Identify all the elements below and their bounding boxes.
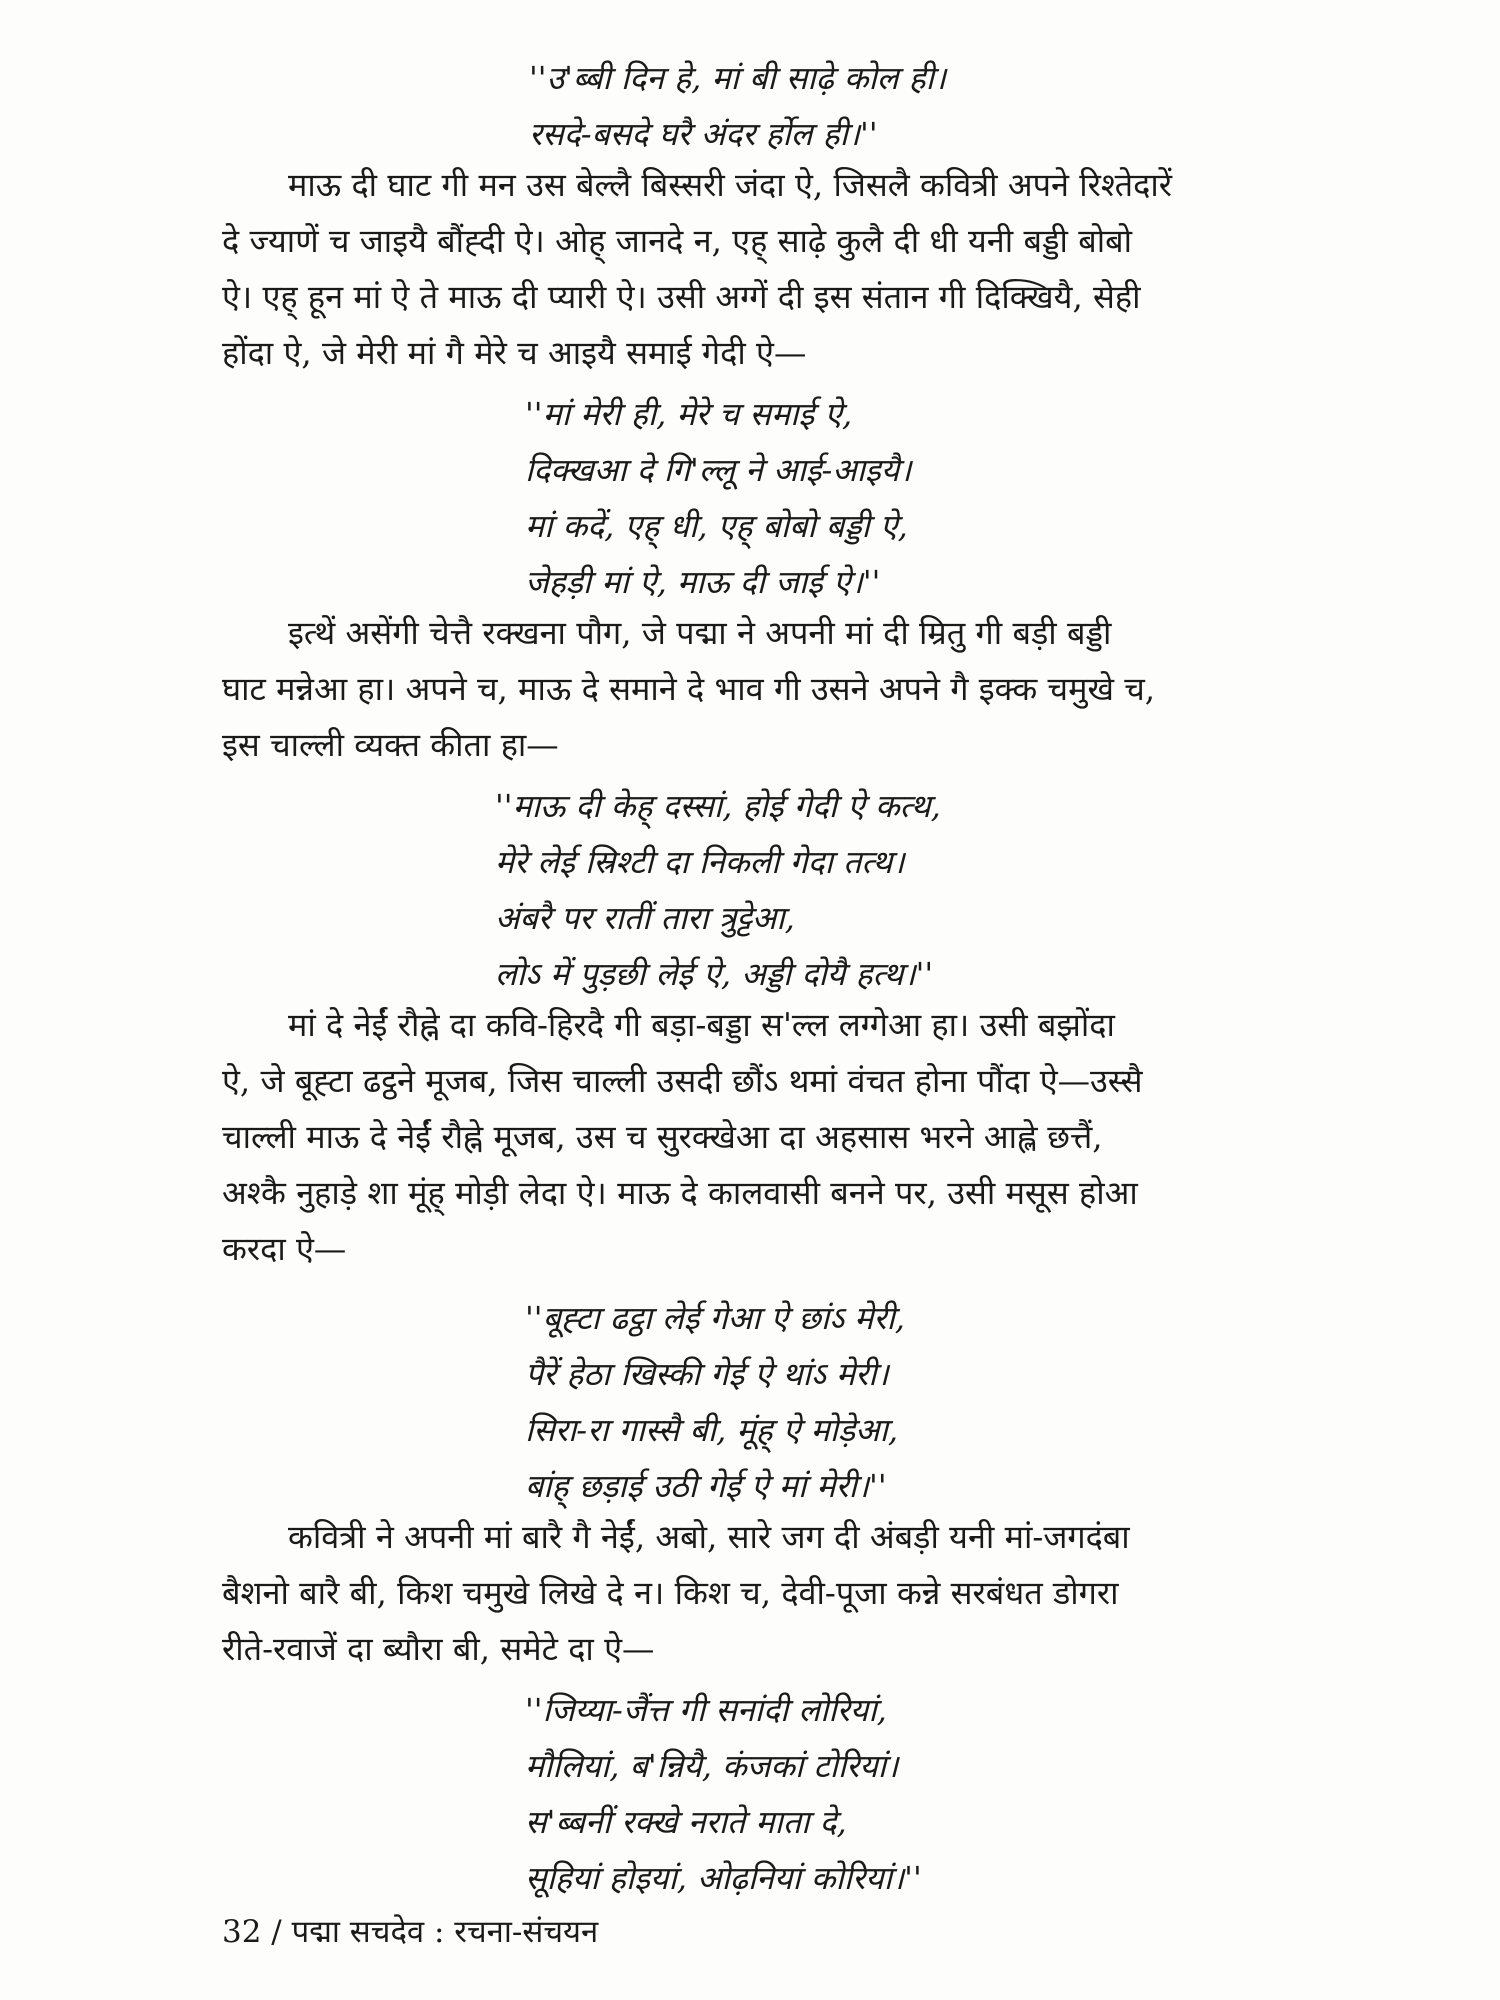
poem-line: रसदे-बसदे घरै अंदर र्होल ही।'' [529, 115, 878, 153]
poem-line: मौलियां, ब'न्नियै, कंजकां टोरियां। [525, 1747, 899, 1785]
poem-line: ''उ'ब्बी दिन हे, मां बी साढ़े कोल ही। [529, 59, 947, 97]
paragraph-line: चाल्ली माऊ दे नेईं रौह्ने मूजब, उस च सुरक्खेआ दा अहसास भरने आह्ले छत्तैं, [222, 1118, 1103, 1156]
paragraph-line: बैशनो बारै बी, किश चमुखे लिखे दे न। किश च, देवी-पूजा कन्ने सरबंधत डोगरा [222, 1574, 1119, 1612]
paragraph-line: इस चाल्ली व्यक्त कीता हा— [222, 726, 559, 764]
poem-line: पैरें हेठा खिस्की गेई ऐ थांऽ मेरी। [525, 1355, 889, 1393]
poem-line: मां कदें, एह् धी, एह् बोबो बड्डी ऐ, [525, 507, 908, 545]
paragraph-line: रीते-रवाजें दा ब्यौरा बी, समेटे दा ऐ— [222, 1630, 655, 1668]
paragraph-3 [222, 1002, 1330, 1282]
poem-line: स'ब्बनीं रक्खे नराते माता दे, [525, 1803, 847, 1841]
page-footer: 32 / पद्मा सचदेव : रचना-संचयन [222, 1914, 599, 1950]
paragraph-4 [222, 1514, 1330, 1682]
paragraph-line: माऊ दी घाट गी मन उस बेल्लै बिस्सरी जंदा ऐ, जिसलै कवित्री अपने रिश्तेदारें [288, 166, 1172, 204]
paragraph-line: ऐ, जे बूह्टा ढट्ठने मूजब, जिस चाल्ली उसदी छौंऽ थमां वंचत होना पौंदा ऐ—उस्सै [222, 1062, 1143, 1100]
poem-line: ''माऊ दी केह् दस्सां, होई गेदी ऐ कत्थ, [495, 787, 941, 825]
paragraph-line: अश्कै नुहाड़े शा मूंह् मोड़ी लेदा ऐ। माऊ दे कालवासी बनने पर, उसी मसूस होआ [222, 1174, 1138, 1212]
poem-stanza-2 [222, 386, 1330, 610]
poem-line: मेरे लेई स्रिश्टी दा निकली गेदा तत्थ। [495, 843, 905, 881]
paragraph-line: घाट मन्नेआ हा। अपने च, माऊ दे समाने दे भाव गी उसने अपने गै इक्क चमुखे च, [222, 670, 1156, 708]
poem-line: ''बूह्टा ढट्ठा लेई गेआ ऐ छांऽ मेरी, [525, 1299, 905, 1337]
paragraph-line: इत्थें असेंगी चेत्तै रक्खना पौग, जे पद्मा ने अपनी मां दी म्रितु गी बड़ी बड्डी [288, 614, 1112, 652]
poem-line: ''जिय्या-जैंत्त गी सनांदी लोरियां, [525, 1691, 887, 1729]
poem-stanza-4 [222, 1290, 1330, 1514]
paragraph-2 [222, 610, 1330, 778]
poem-line: अंबरै पर रातीं तारा त्रुट्टेआ, [495, 899, 795, 937]
paragraph-line: कवित्री ने अपनी मां बारै गै नेईं, अबो, सारे जग दी अंबड़ी यनी मां-जगदंबा [288, 1518, 1130, 1556]
paragraph-line: होंदा ऐ, जे मेरी मां गै मेरे च आइयै समाई गेदी ऐ— [222, 334, 807, 372]
poem-line: लोऽ में पुड़छी लेई ऐ, अड्डी दोयै हत्थ।'' [495, 955, 934, 993]
paragraph-line: करदा ऐ— [222, 1230, 347, 1268]
poem-stanza-1 [222, 50, 1330, 162]
paragraph-line: दे ज्याणें च जाइयै बौंह्दी ऐ। ओह् जानदे न, एह् साढ़े कुलै दी धी यनी बड्डी बोबो [222, 222, 1132, 260]
poem-stanza-3 [222, 778, 1330, 1002]
paragraph-line: ऐ। एह् हून मां ऐ ते माऊ दी प्यारी ऐ। उसी अग्गें दी इस संतान गी दिक्खियै, सेही [222, 278, 1141, 316]
paragraph-line: मां दे नेईं रौह्ने दा कवि-हिरदै गी बड़ा-बड्डा स'ल्ल लग्गेआ हा। उसी बझोंदा [288, 1006, 1115, 1044]
poem-line: सूहियां होइयां, ओढ़नियां कोरियां।'' [525, 1859, 922, 1897]
poem-line: बांह् छड़ाई उठी गेई ऐ मां मेरी।'' [525, 1467, 887, 1505]
paragraph-1 [222, 162, 1330, 386]
text-column [222, 50, 1330, 1906]
poem-line: सिरा-रा गास्सै बी, मूंह् ऐ मोड़ेआ, [525, 1411, 899, 1449]
poem-line: दिक्खआ दे गि'ल्लू ने आई-आइयै। [525, 451, 912, 489]
poem-line: ''मां मेरी ही, मेरे च समाई ऐ, [525, 395, 853, 433]
poem-line: जेहड़ी मां ऐ, माऊ दी जाई ऐ।'' [525, 563, 881, 601]
poem-stanza-5 [222, 1682, 1330, 1906]
